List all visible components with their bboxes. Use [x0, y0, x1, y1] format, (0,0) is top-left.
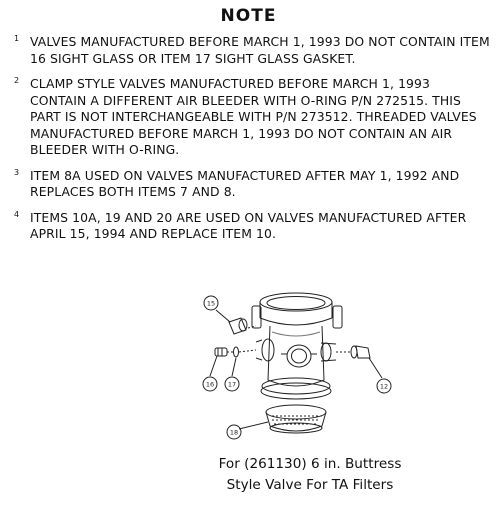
notes-list: [14, 34, 490, 252]
callout-label-15: 15: [206, 299, 216, 308]
note-text: VALVES MANUFACTURED BEFORE MARCH 1, 1993 DO NOT CONTAIN ITEM 16 SIGHT GLASS OR ITEM 17 SIGHT GLASS GASKET.: [30, 34, 490, 66]
part-12: [356, 346, 370, 358]
callout-label-18: 18: [229, 428, 239, 437]
valve-body: [268, 326, 324, 386]
sight-glass-16: [215, 348, 227, 356]
strainer-18: [266, 405, 326, 419]
note-text: ITEMS 10A, 19 AND 20 ARE USED ON VALVES MANUFACTURED AFTER APRIL 15, 1994 AND REPLACE ITEM 10.: [30, 209, 467, 241]
note-item-4: [14, 210, 490, 243]
callout-label-16: 16: [205, 380, 215, 389]
note-number: 1: [14, 34, 20, 43]
note-heading: NOTE: [220, 6, 277, 26]
gasket-17: [234, 347, 239, 357]
front-port: [287, 345, 311, 367]
note-item-2: [14, 76, 490, 159]
note-text: ITEM 8A USED ON VALVES MANUFACTURED AFTER MAY 1, 1992 AND REPLACES BOTH ITEMS 7 AND 8.: [30, 167, 460, 199]
caption-line-1: For (261130) 6 in. Buttress: [218, 456, 402, 472]
air-bleeder-15: [229, 318, 246, 334]
callout-label-17: 17: [227, 380, 237, 389]
note-number: 2: [14, 76, 20, 85]
note-item-3: [14, 168, 490, 201]
valve-exploded-diagram: [196, 288, 396, 448]
note-item-1: [14, 34, 490, 67]
note-text: CLAMP STYLE VALVES MANUFACTURED BEFORE MARCH 1, 1993 CONTAIN A DIFFERENT AIR BLEEDER WITH O-RING P/N 272515. THIS PART IS NOT INTERCHANGEABLE WITH P/N 273512. THREADED VALVES MANUFACTURED BEFORE MARCH 1, 1993 DO NOT CONTAIN AN AIR BLEEDER WITH O-RING.: [30, 76, 477, 157]
figure-caption: [150, 454, 470, 496]
caption-line-2: Style Valve For TA Filters: [226, 477, 394, 493]
note-number: 4: [14, 209, 20, 219]
note-number: 3: [14, 167, 20, 177]
callout-label-12: 12: [379, 382, 389, 391]
valve-top-collar: [260, 293, 332, 311]
